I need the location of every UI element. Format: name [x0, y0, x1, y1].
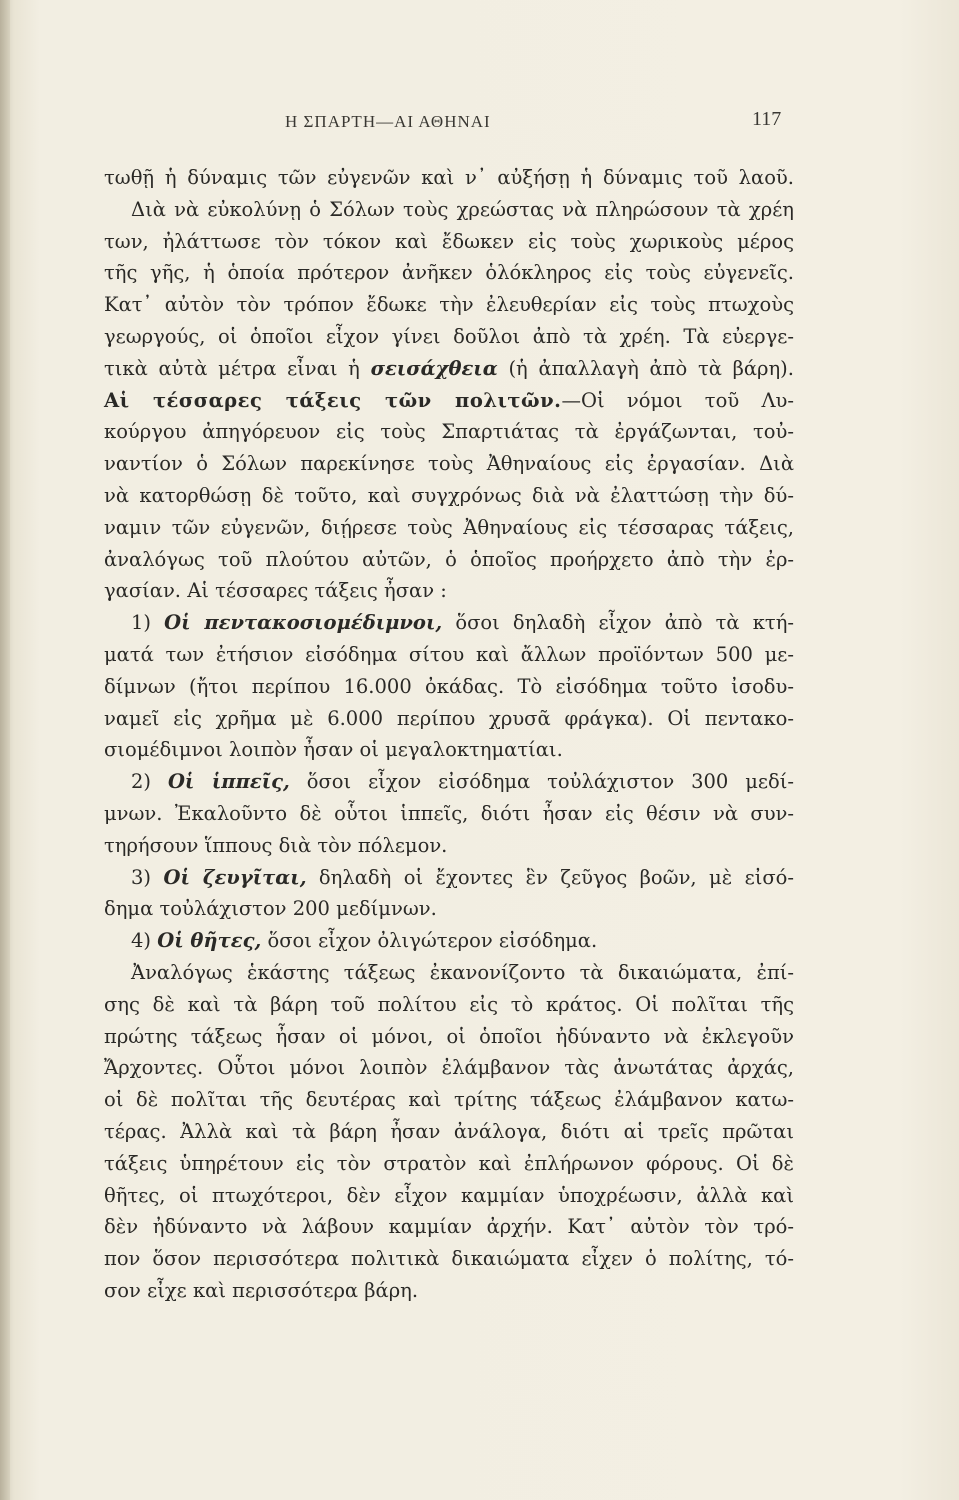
text-line: Διὰ νὰ εὐκολύνῃ ὁ Σόλων τοὺς χρεώστας νὰ πληρώσουν τὰ χρέη — [131, 197, 794, 221]
italic-term: Οἱ θῆτες, — [157, 929, 262, 953]
text-line: τάξεις ὑπηρέτουν εἰς τὸν στρατὸν καὶ ἐπλήρωνον φόρους. Οἱ δὲ — [104, 1151, 794, 1175]
text-line: μνων. Ἐκαλοῦντο δὲ οὗτοι ἱππεῖς, διότι ἦσαν εἰς θέσιν νὰ συν- — [104, 801, 794, 825]
text-line — [104, 353, 794, 385]
text-line: τέρας. Ἀλλὰ καὶ τὰ βάρη ἦσαν ἀνάλογα, διότι αἱ τρεῖς πρῶται — [104, 1119, 794, 1143]
italic-term: Οἱ ζευγῖται, — [163, 865, 307, 889]
text-line — [104, 385, 794, 417]
text-run: ὅσοι εἶχον εἰσόδημα τοὐλάχιστον 300 μεδί- — [289, 770, 794, 794]
text-line: νὰ κατορθώσῃ δὲ τοῦτο, καὶ συγχρόνως διὰ νὰ ἐλαττώσῃ τὴν δύ- — [104, 483, 794, 507]
list-item-3 — [104, 862, 794, 894]
text-line: τηρήσουν ἵππους διὰ τὸν πόλεμον. — [104, 833, 448, 857]
list-number: 4) — [131, 929, 158, 953]
list-item-1 — [104, 607, 794, 639]
text-line: δημα τοὐλάχιστον 200 μεδίμνων. — [104, 897, 437, 921]
italic-term: Οἱ ἱππεῖς, — [167, 770, 290, 794]
body-text — [104, 162, 794, 1307]
running-head: Η ΣΠΑΡΤΗ—ΑΙ ΑΘΗΝΑΙ — [285, 112, 491, 131]
text-line: ναμιν τῶν εὐγενῶν, διῄρεσε τοὺς Ἀθηναίους εἰς τέσσαρας τάξεις, — [104, 515, 794, 539]
text-line: σιομέδιμνοι λοιπὸν ἦσαν οἱ μεγαλοκτηματίαι. — [104, 738, 563, 762]
text-line: ναντίον ὁ Σόλων παρεκίνησε τοὺς Ἀθηναίους εἰς ἐργασίαν. Διὰ — [104, 452, 794, 476]
italic-term: σεισάχθεια — [370, 356, 498, 380]
text-line: δὲν ἠδύναντο νὰ λάβουν καμμίαν ἀρχήν. Κατ᾽ αὐτὸν τὸν τρό- — [104, 1215, 794, 1239]
text-line: τωθῇ ἡ δύναμις τῶν εὐγενῶν καὶ ν᾽ αὐξήσῃ ἡ δύναμις τοῦ λαοῦ. — [104, 166, 794, 189]
italic-term: Οἱ πεντακοσιομέδιμνοι, — [164, 611, 443, 635]
list-item-2 — [104, 766, 794, 798]
text-line: ματά των ἐτήσιον εἰσόδημα σίτου καὶ ἄλλων προϊόντων 500 με- — [104, 642, 794, 666]
text-line: σον εἶχε καὶ περισσότερα βάρη. — [104, 1278, 419, 1302]
page-binding-edge — [0, 0, 10, 1500]
text-line: κούργου ἀπηγόρευον εἰς τοὺς Σπαρτιάτας τὰ ἐργάζωνται, τοὐ- — [104, 420, 794, 444]
text-run: ὅσοι εἶχον ὀλιγώτερον εἰσόδημα. — [261, 929, 598, 953]
text-line: οἱ δὲ πολῖται τῆς δευτέρας καὶ τρίτης τάξεως ἐλάμβανον κατω- — [104, 1088, 794, 1112]
text-line: ἀναλόγως τοῦ πλούτου αὐτῶν, ὁ ὁποῖος προήρχετο ἀπὸ τὴν ἐρ- — [104, 547, 794, 571]
page-header — [0, 108, 959, 142]
section-heading: Αἱ τέσσαρες τάξεις τῶν πολιτῶν. — [104, 388, 562, 412]
text-line: πον ὅσον περισσότερα πολιτικὰ δικαιώματα εἶχεν ὁ πολίτης, τό- — [104, 1247, 794, 1271]
text-line: Κατ᾽ αὐτὸν τὸν τρόπον ἔδωκε τὴν ἐλευθερίαν εἰς τοὺς πτωχοὺς — [104, 293, 794, 317]
text-line: πρώτης τάξεως ἦσαν οἱ μόνοι, οἱ ὁποῖοι ἠδύναντο νὰ ἐκλεγοῦν — [104, 1024, 794, 1048]
text-line: Ἀναλόγως ἑκάστης τάξεως ἐκανονίζοντο τὰ δικαιώματα, ἐπί- — [131, 960, 794, 984]
text-line: ναμεῖ εἰς χρῆμα μὲ 6.000 περίπου χρυσᾶ φράγκα). Οἱ πεντακο- — [104, 706, 794, 730]
list-number: 2) — [131, 770, 168, 794]
text-line: γασίαν. Αἱ τέσσαρες τάξεις ἦσαν : — [104, 579, 447, 603]
page-number: 117 — [752, 108, 782, 130]
text-run: —Οἱ νόμοι τοῦ Λυ- — [561, 388, 794, 412]
text-line: Ἄρχοντες. Οὗτοι μόνοι λοιπὸν ἐλάμβανον τὰς ἀνωτάτας ἀρχάς, — [104, 1056, 794, 1080]
text-run: δηλαδὴ οἱ ἔχοντες ἓν ζεῦγος βοῶν, μὲ εἰσό- — [306, 865, 795, 889]
text-run: (ἡ ἀπαλλαγὴ ἀπὸ τὰ βάρη). — [497, 356, 794, 380]
text-run: τικὰ αὐτὰ μέτρα εἶναι ἡ — [104, 356, 371, 380]
text-line: τῆς γῆς, ἡ ὁποία πρότερον ἀνῆκεν ὁλόκληρος εἰς τοὺς εὐγενεῖς. — [104, 261, 794, 285]
text-line: γεωργούς, οἱ ὁποῖοι εἶχον γίνει δοῦλοι ἀπὸ τὰ χρέη. Τὰ εὐεργε- — [104, 324, 794, 348]
text-run: ὅσοι δηλαδὴ εἶχον ἀπὸ τὰ κτή- — [442, 611, 794, 635]
list-item-4 — [104, 925, 794, 957]
text-line: θῆτες, οἱ πτωχότεροι, δὲν εἶχον καμμίαν ὑποχρέωσιν, ἀλλὰ καὶ — [104, 1183, 794, 1207]
text-line: των, ἠλάττωσε τὸν τόκον καὶ ἔδωκεν εἰς τοὺς χωρικοὺς μέρος — [104, 229, 794, 253]
list-number: 1) — [131, 611, 165, 635]
text-line: δίμνων (ἤτοι περίπου 16.000 ὀκάδας. Τὸ εἰσόδημα τοῦτο ἰσοδυ- — [104, 674, 794, 698]
text-line: σης δὲ καὶ τὰ βάρη τοῦ πολίτου εἰς τὸ κράτος. Οἱ πολῖται τῆς — [104, 992, 794, 1016]
list-number: 3) — [131, 865, 164, 889]
